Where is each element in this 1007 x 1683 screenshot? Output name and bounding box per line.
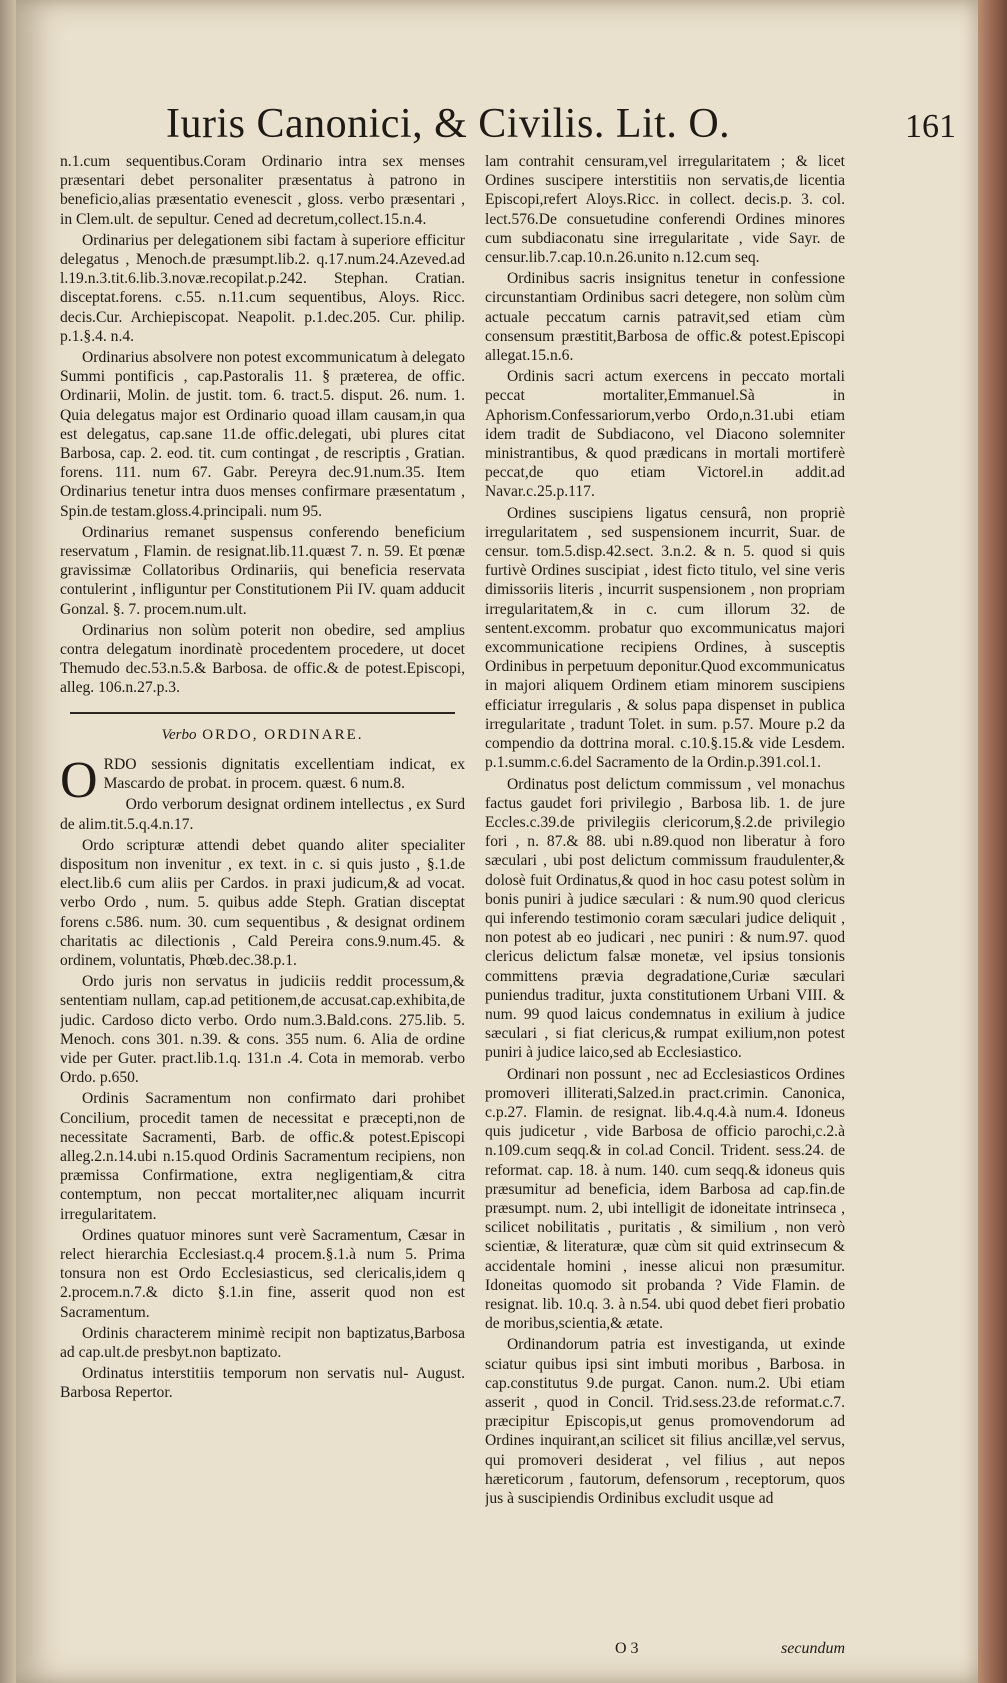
paragraph: Ordinari non possunt , nec ad Ecclesiasticos Ordines promoveri illiterati,Salzed.in pract.crimin. Canonica, c.p.27. Flamin. de resignat. lib.4.q.4.à num.4. Idoneus quis judicetur , vide Barbosa de officio parochi,c.2.à n.109.cum seqq.& in col.ad Concil. Trident. sess.24. de reformat. cap. 18. à num. 140. cum seqq.& idoneus quis præsumitur ad beneficia, idem Barbosa ad cap.fin.de præsumpt. num. 2, ubi intelligit de idoneitate intrinseca , scilicet nobilitatis , puritatis , & similium , non verò scientiæ, & literaturæ, quæ cùm sit quid extrinsecum & accidentale homini , inesse alicui non præsumitur. Idoneitas quomodo sit probanda ? Vide Flamin. de resignat. lib. 10.q. 3. à n.54. ubi quod debet fieri probatio de moribus,scientia,& ætate. — [485, 1065, 845, 1333]
left-column — [60, 152, 465, 1602]
section-heading — [60, 726, 465, 745]
paragraph: Ordinarius absolvere non potest excommunicatum à delegato Summi pontificis , cap.Pastoralis 11. § præterea, de offic. Ordinarii, Molin. de justit. tom. 6. tract.5. disput. 26. num. 1. Quia delegatus major est Ordinario quoad illam causam,in qua est delegatus, cap.sane 11.de offic.delegati, ubi plures citat Barbosa, cap. 2. eod. tit. cum contingat , de rescriptis , Gratian. forens. 111. num 67. Gabr. Pereyra dec.91.num.35. Item Ordinarius tenetur intra duos menses confirmare præsentatum , Spin.de testam.gloss.4.principali. num 95. — [60, 349, 465, 520]
paragraph-text: RDO sessionis dignitatis excellentiam indicat, ex Mascardo de probat. in procem. quæst. 6 num.8. — [103, 755, 465, 793]
paragraph: Ordo scripturæ attendi debet quando aliter specialiter dispositum non invenitur , ex text. in c. si quis justo , §.1.de elect.lib.6 cum aliis per Cardos. in praxi judicum,& ad vocat. verbo Ordo , num. 5. quibus adde Steph. Gratian disceptat forens c.586. num. 30. cum sequentibus , & designat ordinem charitatis ac dilectionis , Cald Pereira cons.9.num.45. & ordinem, voluntatis, Phœb.dec.38.p.1. — [60, 836, 465, 969]
paragraph: Ordinatus interstitiis temporum non servatis nul- August. Barbosa Repertor. — [60, 1365, 465, 1402]
section-divider — [70, 712, 455, 714]
running-header — [166, 100, 956, 160]
paragraph — [60, 751, 465, 809]
book-edge — [978, 0, 1007, 1683]
section-heading-verbo: Verbo — [161, 726, 197, 743]
paragraph: Ordinarius remanet suspensus conferendo beneficium reservatum , Flamin. de resignat.lib.11.quæst 7. n. 59. Et pœnæ gravissimæ Collatoribus Ordinariis, qui beneficia reservata contulerint , infliguntur per Constitutionem Pii IV. quam adducit Gonzal. §. 7. procem.num.ult. — [60, 523, 465, 618]
paragraph: Ordo juris non servatus in judiciis reddit processum,& sententiam nullam, cap.ad petitionem,de accusat.cap.exhibita,de judic. Cardoso dicto verbo. Ordo num.3.Bald.cons. 275.lib. 5. Menoch. cons 301. n.39. & cons. 355 num. 6. Alia de ordine vide per Guter. pract.lib.1.q. 131.n .4. Cota in memorab. verbo Ordo. p.650. — [60, 973, 465, 1087]
page-number: 161 — [905, 108, 956, 145]
paragraph: Ordinatus post delictum commissum , vel monachus factus gaudet fori privilegio , Barbosa lib. 1. de jure Eccles.c.39.de privilegiis clericorum,§.2.de privilegio fori , n. 87.& 88. ubi n.89.quod non liberatur à foro sæculari , ubi post delictum commissum fraudulenter,& dolosè fuit Ordinatus,& quod in hoc casu potest solùm in bonis puniri à judice sæculari : & num.90 quod clericus qui inferendo testimonio coram sæculari judice deliquit , non potest ab eo judicari , nec puniri : & num.97. quod clericus delictum falsæ monetæ, vel ipsius tonsionis committens prævia degradatione,Curiæ sæculari puniendus traditur, juxta constitutionem Urbani VIII. & num. 99 quod laicus condemnatus in exilium à judice sæculari , si fiat clericus,& rumpat exilium,non potest puniri à judice laico,sed ab Ecclesiastico. — [485, 775, 845, 1062]
paragraph: Ordinis characterem minimè recipit non baptizatus,Barbosa ad cap.ult.de presbyt.non baptizato. — [60, 1324, 465, 1361]
facing-page-edge — [0, 0, 16, 1683]
paragraph: Ordinandorum patria est investiganda, ut exinde sciatur quibus ipsi sint imbuti moribus , Barbosa. in cap.constitutus 9.de purgat. Canon. num.2. Ubi etiam asserit , quod in Concil. Trid.sess.23.de reformat.c.7. præcipitur Episcopis,ut genus promovendorum ad Ordines inquirant,an scilicet sit filius ancillæ,vel servus, qui promoveri desiderat , vel filius , aut nepos hæreticorum , fautorum, defensorum , receptorum, quos jus à suscipiendis Ordinibus excludit usque ad — [485, 1336, 845, 1508]
paragraph: Ordinibus sacris insignitus tenetur in confessione circunstantiam Ordinibus sacri detegere, non solùm cùm actuale peccatum carnis patravit,sed etiam cùm consensum præstitit,Barbosa de offic.& potest.Episcopi allegat.15.n.6. — [485, 270, 845, 365]
paragraph: n.1.cum sequentibus.Coram Ordinario intra sex menses præsentari debet personaliter præsentatus à patrono in beneficio,alias præsentatio evenescit , gloss. verbo præsentari , in Clem.ult. de sepultur. Cened ad decretum,collect.15.n.4. — [60, 153, 465, 228]
paragraph: Ordinarius per delegationem sibi factam à superiore efficitur delegatus , Menoch.de præsumpt.lib.2. q.17.num.24.Azeved.ad l.19.n.3.tit.6.lib.3.novæ.recopilat.p.242. Stephan. Cratian. disceptat.forens. c.55. n.11.cum sequentibus, Aloys. Ricc. decis.Cur. Archiepiscopat. Neapolit. p.1.dec.205. Cur. philip. p.1.§.4. n.4. — [60, 231, 465, 345]
drop-cap: O — [60, 751, 98, 809]
paragraph: Ordinarius non solùm poterit non obedire, sed amplius contra delegatum inordinatè procedentem procedere, ut docet Themudo dec.53.n.5.& Barbosa. de offic.& de potest.Episcopi, alleg. 106.n.27.p.3. — [60, 621, 465, 697]
paragraph: Ordinis sacri actum exercens in peccato mortali peccat mortaliter,Emmanuel.Sà in Aphorism.Confessariorum,verbo Ordo,n.31.ubi etiam idem tradit de Subdiacono, vel Diacono solemniter ministrantibus, & quod prædicans in mortali mortiferè peccat,de quo etiam Victorel.in addit.ad Navar.c.25.p.117. — [485, 368, 845, 501]
running-title: Iuris Canonici, & Civilis. Lit. O. — [166, 101, 731, 147]
right-column — [485, 152, 845, 1652]
section-heading-title: ORDO, ORDINARE. — [202, 726, 364, 743]
catchword: secundum — [781, 1640, 845, 1657]
paragraph: Ordines quatuor minores sunt verè Sacramentum, Cæsar in relect hierarchia Ecclesiast.q.4 procem.§.1.à num 5. Prima tonsura non est Ordo Ecclesiasticus, sed clericalis,idem q 2.procem.n.7.& dicto §.1.in fine, asserit quod non est Sacramentum. — [60, 1226, 465, 1321]
paragraph: Ordinis Sacramentum non confirmato dari prohibet Concilium, procedit tamen de necessitat e præcepti,non de necessitate Sacramenti, Barb. de offic.& potest.Episcopi alleg.2.n.14.ubi n.15.quod Ordinis Sacramentum recipiens, non præmissa Confirmatione, extra negligentiam,& citra contemptum, non peccat mortaliter,nec aliquam incurrit irregularitatem. — [60, 1090, 465, 1223]
paragraph: Ordo verborum designat ordinem intellectus , ex Surd de alim.tit.5.q.4.n.17. — [60, 796, 465, 833]
paragraph: Ordines suscipiens ligatus censurâ, non propriè irregularitatem , sed suspensionem incurrit, Suar. de censur. tom.5.disp.42.sect. 3.n.2. & n. 5. quod si quis furtivè Ordines suscipiat , idest ficto titulo, vel sine veris dimissoriis literis , incurrit suspensionem , non propriam irregularitatem,& in c. cum illorum 32. de sentent.excomm. probatur quo excommunicatus majori excommunicatione recipiens Ordines, à susceptis Ordinibus in perpetuum deponitur.Quod excommunicatus in majori aliquem Ordinem etiam minorem suscipiens efficiatur irregularis , & solus papa dispenset in publica irregularitate , tradunt Tolet. in sum. p.57. Moure p.2 da compendio da dottrina moral. c.10.§.15.& vide Lesdem. p.1.summ.c.6.del Sacramento de la Ordin.p.391.col.1. — [485, 504, 845, 772]
signature-mark: O 3 — [615, 1640, 639, 1657]
paragraph: lam contrahit censuram,vel irregularitatem ; & licet Ordines suscipere interstitiis non servatis,de licentia Episcopi,refert Aloys.Ricc. in collect. decis.p. 3. col. lect.576.De consuetudine conferendi Ordines minores cum subdiaconatu sine irregularitate , vide Sayr. de censur.lib.7.cap.10.n.26.unito n.12.cum seq. — [485, 153, 845, 267]
